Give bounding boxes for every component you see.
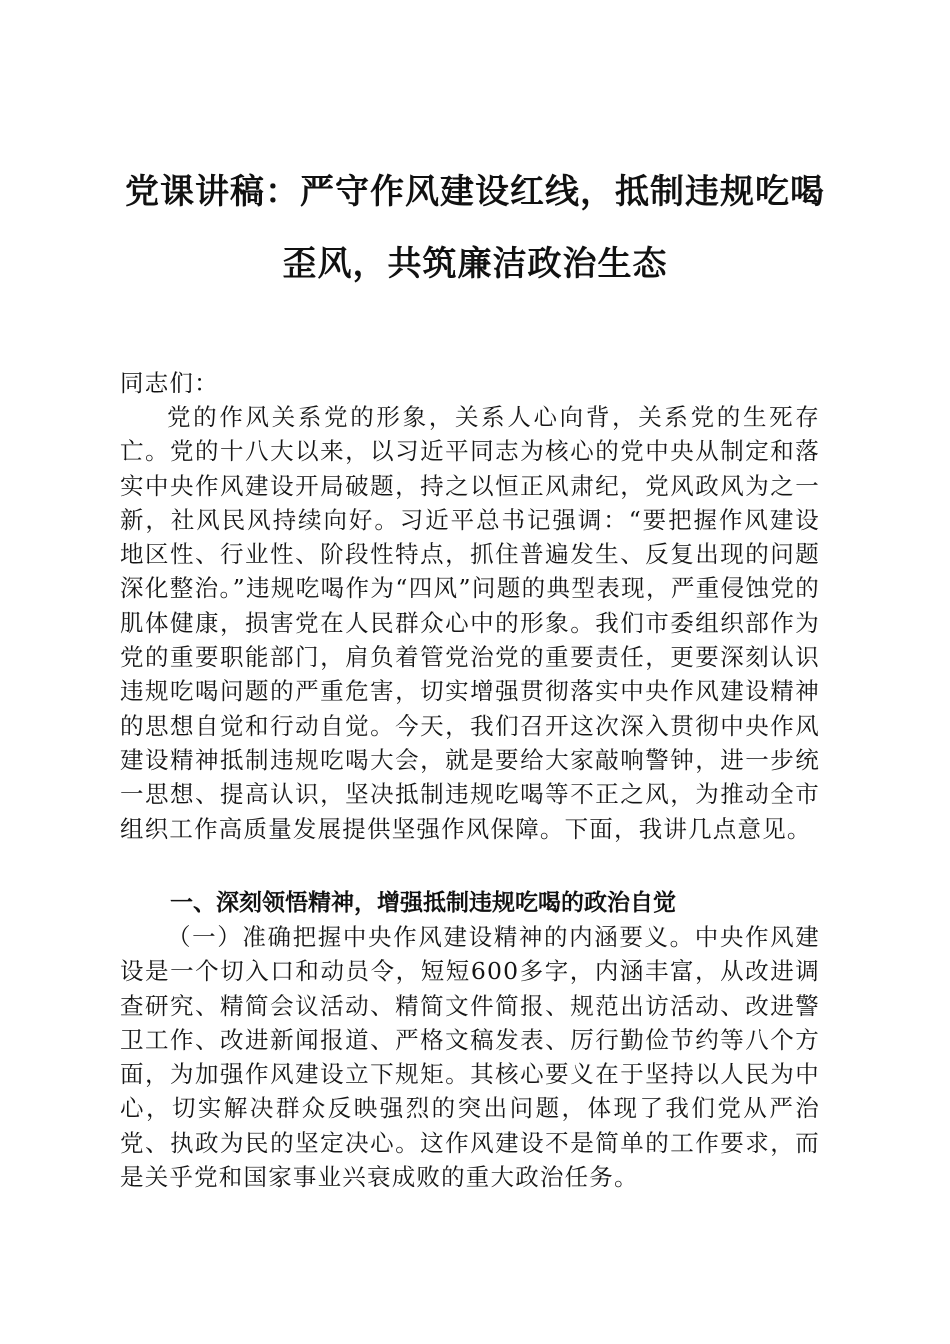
body-paragraph-1 bbox=[120, 400, 820, 846]
paragraph-1-text: 党的作风关系党的形象，关系人心向背，关系党的生死存亡。党的十八大以来，以习近平同志为核心的党中央从制定和落实中央作风建设开局破题，持之以恒正风肃纪，党风政风为之一新，社风民风持续向好。习近平总书记强调：“要把握作风建设地区性、行业性、阶段性特点，抓住普遍发生、反复出现的问题深化整治。”违规吃喝作为“四风”问题的典型表现，严重侵蚀党的肌体健康，损害党在人民群众心中的形象。我们市委组织部作为党的重要职能部门，肩负着管党治党的重要责任，更要深刻认识违规吃喝问题的严重危害，切实增强贯彻落实中央作风建设精神的思想自觉和行动自觉。今天，我们召开这次深入贯彻中央作风建设精神抵制违规吃喝大会，就是要给大家敲响警钟，进一步统一思想、提高认识，坚决抵制违规吃喝等不正之风，为推动全市组织工作高质量发展提供坚强作风保障。下面，我讲几点意见。 bbox=[120, 403, 820, 843]
paragraph-2-text: （一）准确把握中央作风建设精神的内涵要义。中央作风建设是一个切入口和动员令，短短600多字，内涵丰富，从改进调查研究、精简会议活动、精简文件简报、规范出访活动、改进警卫工作、改进新闻报道、严格文稿发表、厉行勤俭节约等八个方面，为加强作风建设立下规矩。其核心要义在于坚持以人民为中心，切实解决群众反映强烈的突出问题，体现了我们党从严治党、执政为民的坚定决心。这作风建设不是简单的工作要求，而是关乎党和国家事业兴衰成败的重大政治任务。 bbox=[120, 923, 820, 1192]
section-heading-1: 一、深刻领悟精神，增强抵制违规吃喝的政治自觉 bbox=[170, 890, 676, 916]
document-title-line-2: 歪风，共筑廉洁政治生态 bbox=[282, 244, 668, 284]
body-paragraph-2 bbox=[120, 920, 820, 1194]
greeting: 同志们： bbox=[120, 369, 219, 397]
document-title-line-1: 党课讲稿：严守作风建设红线，抵制违规吃喝 bbox=[125, 172, 825, 212]
